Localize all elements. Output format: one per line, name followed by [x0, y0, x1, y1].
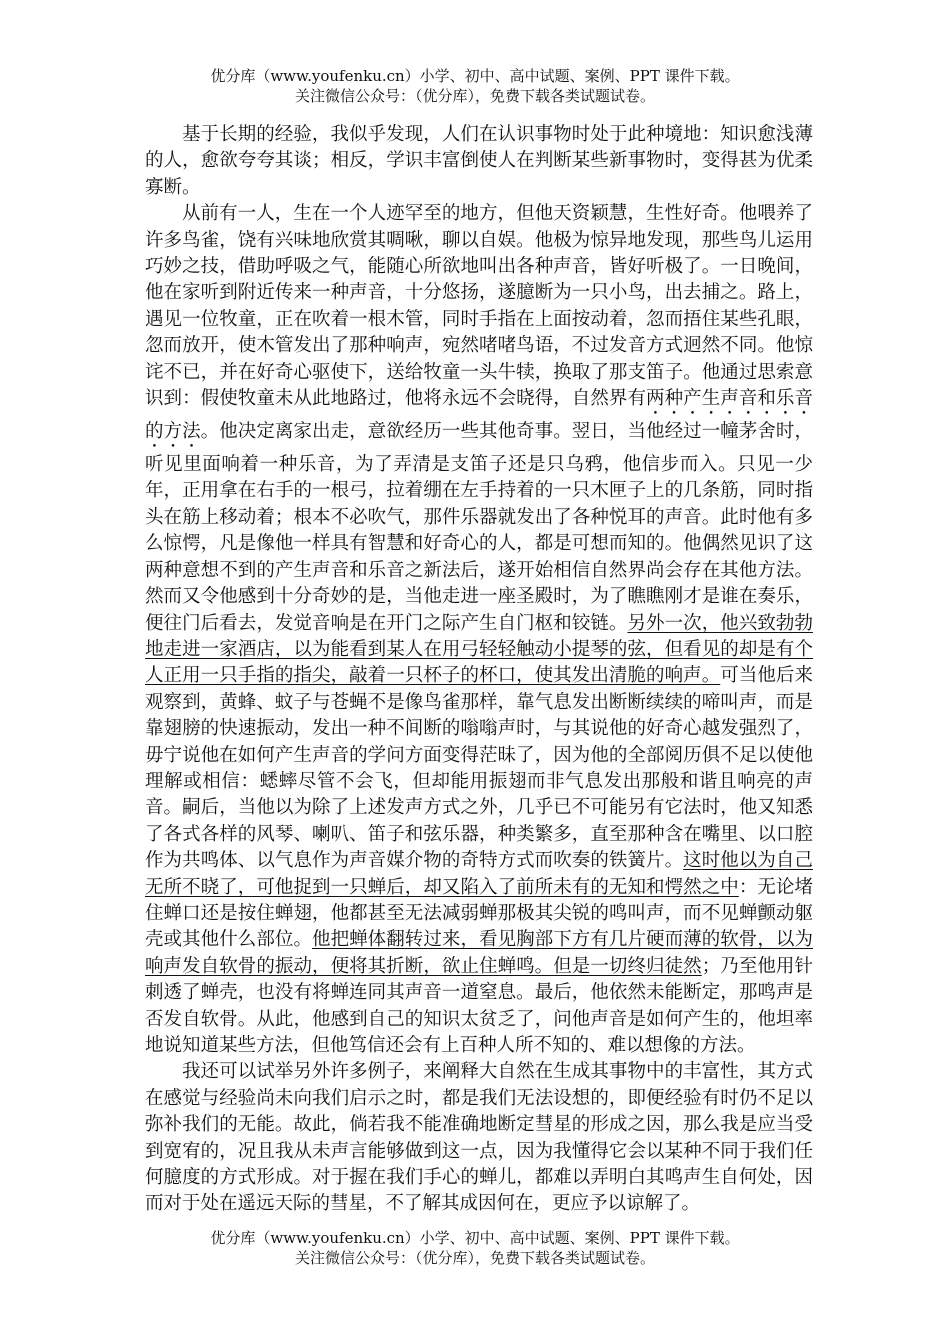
article-body [145, 122, 813, 1218]
header-line-1: 优分库（www.youfenku.cn）小学、初中、高中试题、案例、PPT 课件下载。 [210, 67, 740, 85]
p2-text-b: 。他决定离家出走，意欲经历一些其他奇事。翌日，当他经过一幢茅舍时，听见里面响着一种乐音，为了弄清是支笛子还是只乌鸦，他信步而入。只见一少年，正用拿在右手的一根弓，拉着绷在左手持着的一只木匣子上的几条筋，同时指头在筋上移动着；根本不必吹气，那件乐器就发出了各种悦耳的声音。此时他有多么惊愕，凡是像他一样具有智慧和好奇心的人，都是可想而知的。他偶然见识了这两种意想不到的产生声音和乐音之新法后，遂开始相信自然界尚会存在其他方法。然而又令他感到十分奇妙的是，当他走进一座圣殿时，为了瞧瞧刚才是谁在奏乐，便往门后看去，发觉音响是在开门之际产生自门枢和铰链。 [145, 421, 813, 634]
footer-line-2: 关注微信公众号：（优分库），免费下载各类试题试卷。 [294, 1249, 655, 1267]
page-header [0, 66, 950, 106]
p2-text-e: ；乃至他用针刺透了蝉壳，也没有将蝉连同其声音一道窒息。最后，他依然未能断定，那鸣声是否发自软骨。从此，他感到自己的知识太贫乏了，问他声音是如何产生的，他坦率地说知道某些方法，但他笃信还会有上百种人所不知的、难以想像的方法。 [145, 955, 813, 1056]
paragraph-2 [145, 201, 813, 1059]
p2-underline-2: 这时他以为自己无所不晓了，可他捉到一只蝉后，却又陷入了前所未有的无知和愕然之中 [145, 850, 813, 898]
paragraph-3: 我还可以试举另外许多例子，来阐释大自然在生成其事物中的丰富性，其方式在感觉与经验尚未向我们启示之时，都是我们无法设想的，即便经验有时仍不足以弥补我们的无能。故此，倘若我不能准确地断定彗星的形成之因，那么我是应当受到宽宥的，况且我从未声言能够做到这一点，因为我懂得它会以某种不同于我们任何臆度的方式形成。对于握在我们手心的蝉儿，都难以弄明白其鸣声生自何处，因而对于处在遥远天际的彗星，不了解其成因何在，更应予以谅解了。 [145, 1061, 813, 1215]
p2-text-d: ：无论堵住蝉口还是按住蝉翅，他都甚至无法减弱蝉那极其尖锐的鸣叫声，而不见蝉颤动躯壳或其他什么部位。 [145, 876, 813, 951]
page-footer [0, 1228, 950, 1268]
p2-emphasis-dotted: 两种产生声音和乐音的方法 [145, 388, 813, 443]
p2-underline-3: 他把蝉体翻转过来，看见胸部下方有几片硬而薄的软骨，以为响声发自软骨的振动，便将其折断，欲止住蝉鸣。但是一切终归徒然 [145, 929, 813, 977]
p2-underline-1: 另外一次，他兴致勃勃地走进一家酒店，以为能看到某人在用弓轻轻触动小提琴的弦，但看见的却是有个人正用一只手指的指尖，敲着一只杯子的杯口，使其发出清脆的响声。 [145, 612, 813, 687]
paragraph-1: 基于长期的经验，我似乎发现，人们在认识事物时处于此种境地：知识愈浅薄的人，愈欲夸夸其谈；相反，学识丰富倒使人在判断某些新事物时，变得甚为优柔寡断。 [145, 124, 813, 198]
p2-text-c: 可当他后来观察到，黄蜂、蚊子与苍蝇不是像鸟雀那样，靠气息发出断断续续的啼叫声，而是靠翅膀的快速振动，发出一种不间断的嗡嗡声时，与其说他的好奇心越发强烈了，毋宁说他在如何产生声音的学问方面变得茫昧了，因为他的全部阅历俱不足以使他理解或相信：蟋蟀尽管不会飞，但却能用振翅而非气息发出那般和谐且响亮的声音。嗣后，当他以为除了上述发声方式之外，几乎已不可能另有它法时，他又知悉了各式各样的风琴、喇叭、笛子和弦乐器，种类繁多，直至那种含在嘴里、以口腔作为共鸣体、以气息作为声音媒介物的奇特方式而吹奏的铁簧片。 [145, 665, 813, 872]
footer-line-1: 优分库（www.youfenku.cn）小学、初中、高中试题、案例、PPT 课件下载。 [210, 1229, 740, 1247]
p2-text-a: 从前有一人，生在一个人迹罕至的地方，但他天资颖慧，生性好奇。他喂养了许多鸟雀，饶有兴味地欣赏其啁啾，聊以自娱。他极为惊异地发现，那些鸟儿运用巧妙之技，借助呼吸之气，能随心所欲地叫出各种声音，皆好听极了。一日晚间，他在家听到附近传来一种声音，十分悠扬，遂臆断为一只小鸟，出去捕之。路上，遇见一位牧童，正在吹着一根木管，同时手指在上面按动着，忽而捂住某些孔眼，忽而放开，使木管发出了那种响声，宛然啫啫鸟语，不过发音方式迥然不同。他惊诧不已，并在好奇心驱使下，送给牧童一头牛犊，换取了那支笛子。他通过思索意识到：假使牧童未从此地路过，他将永远不会晓得，自然界有 [145, 203, 813, 410]
header-line-2: 关注微信公众号：（优分库），免费下载各类试题试卷。 [294, 87, 655, 105]
